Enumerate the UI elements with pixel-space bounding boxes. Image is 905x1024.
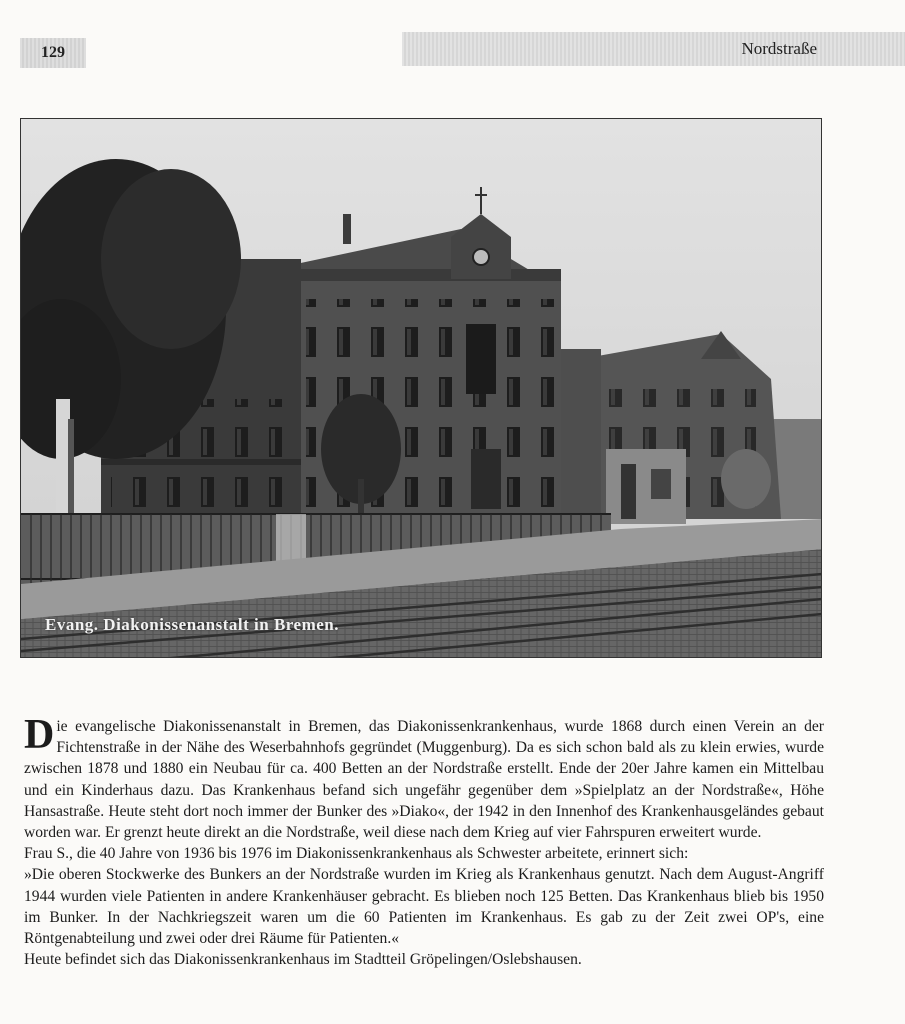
paragraph-3: »Die oberen Stockwerke des Bunkers an der Nordstraße wurden im Krieg als Krankenhaus genutzt. Nach dem August-Angriff 1944 wurden viele Patienten in andere Krankenhäuser gebracht. Es blieben noch 125 Betten. Das Krankenhaus blieb bis 1950 im Bunker. In der Nachkriegszeit waren um die 60 Patienten im Krankenhaus. Es gab zu der Zeit zwei OP's, eine Röntgenabteilung und zwei oder drei Räume für Patienten.« [24,866,824,948]
paragraph-4: Heute befindet sich das Diakonissenkrankenhaus im Stadtteil Gröpelingen/Oslebshausen. [24,951,582,969]
page-number: 129 [20,38,86,68]
photo-caption: Evang. Diakonissenanstalt in Bremen. [45,615,339,634]
paragraph-1 [24,712,824,843]
running-title: Nordstraße [402,32,905,66]
drop-cap: D [24,712,55,758]
paragraph-2: Frau S., die 40 Jahre von 1936 bis 1976 im Diakonissenkrankenhaus als Schwester arbeitete, erinnert sich: [24,845,689,863]
paragraph-1-text: ie evangelische Diakonissenanstalt in Bremen, das Diakonissenkrankenhaus, wurde 1868 durch einen Verein an der Fichtenstraße in der Nähe des Weserbahnhofs gegründet (Muggenburg). Da es sich schon bald als zu klein erwies, wurde zwischen 1878 und 1880 ein Neubau für ca. 400 Betten an der Nordstraße erstellt. Ende der 20er Jahre kamen ein Mittelbau und ein Kinderhaus dazu. Das Krankenhaus befand sich ungefähr gegenüber dem »Spielplatz an der Nordstraße«, Höhe Hansastraße. Heute steht dort noch immer der Bunker des »Diako«, der 1942 in den Innenhof des Krankenhausgeländes gebaut worden war. Er grenzt heute direkt an die Nordstraße, weil diese nach dem Krieg auf vier Fahrspuren erweitert wurde. [24,718,824,842]
historic-photo [20,118,822,658]
article-body [24,712,824,970]
